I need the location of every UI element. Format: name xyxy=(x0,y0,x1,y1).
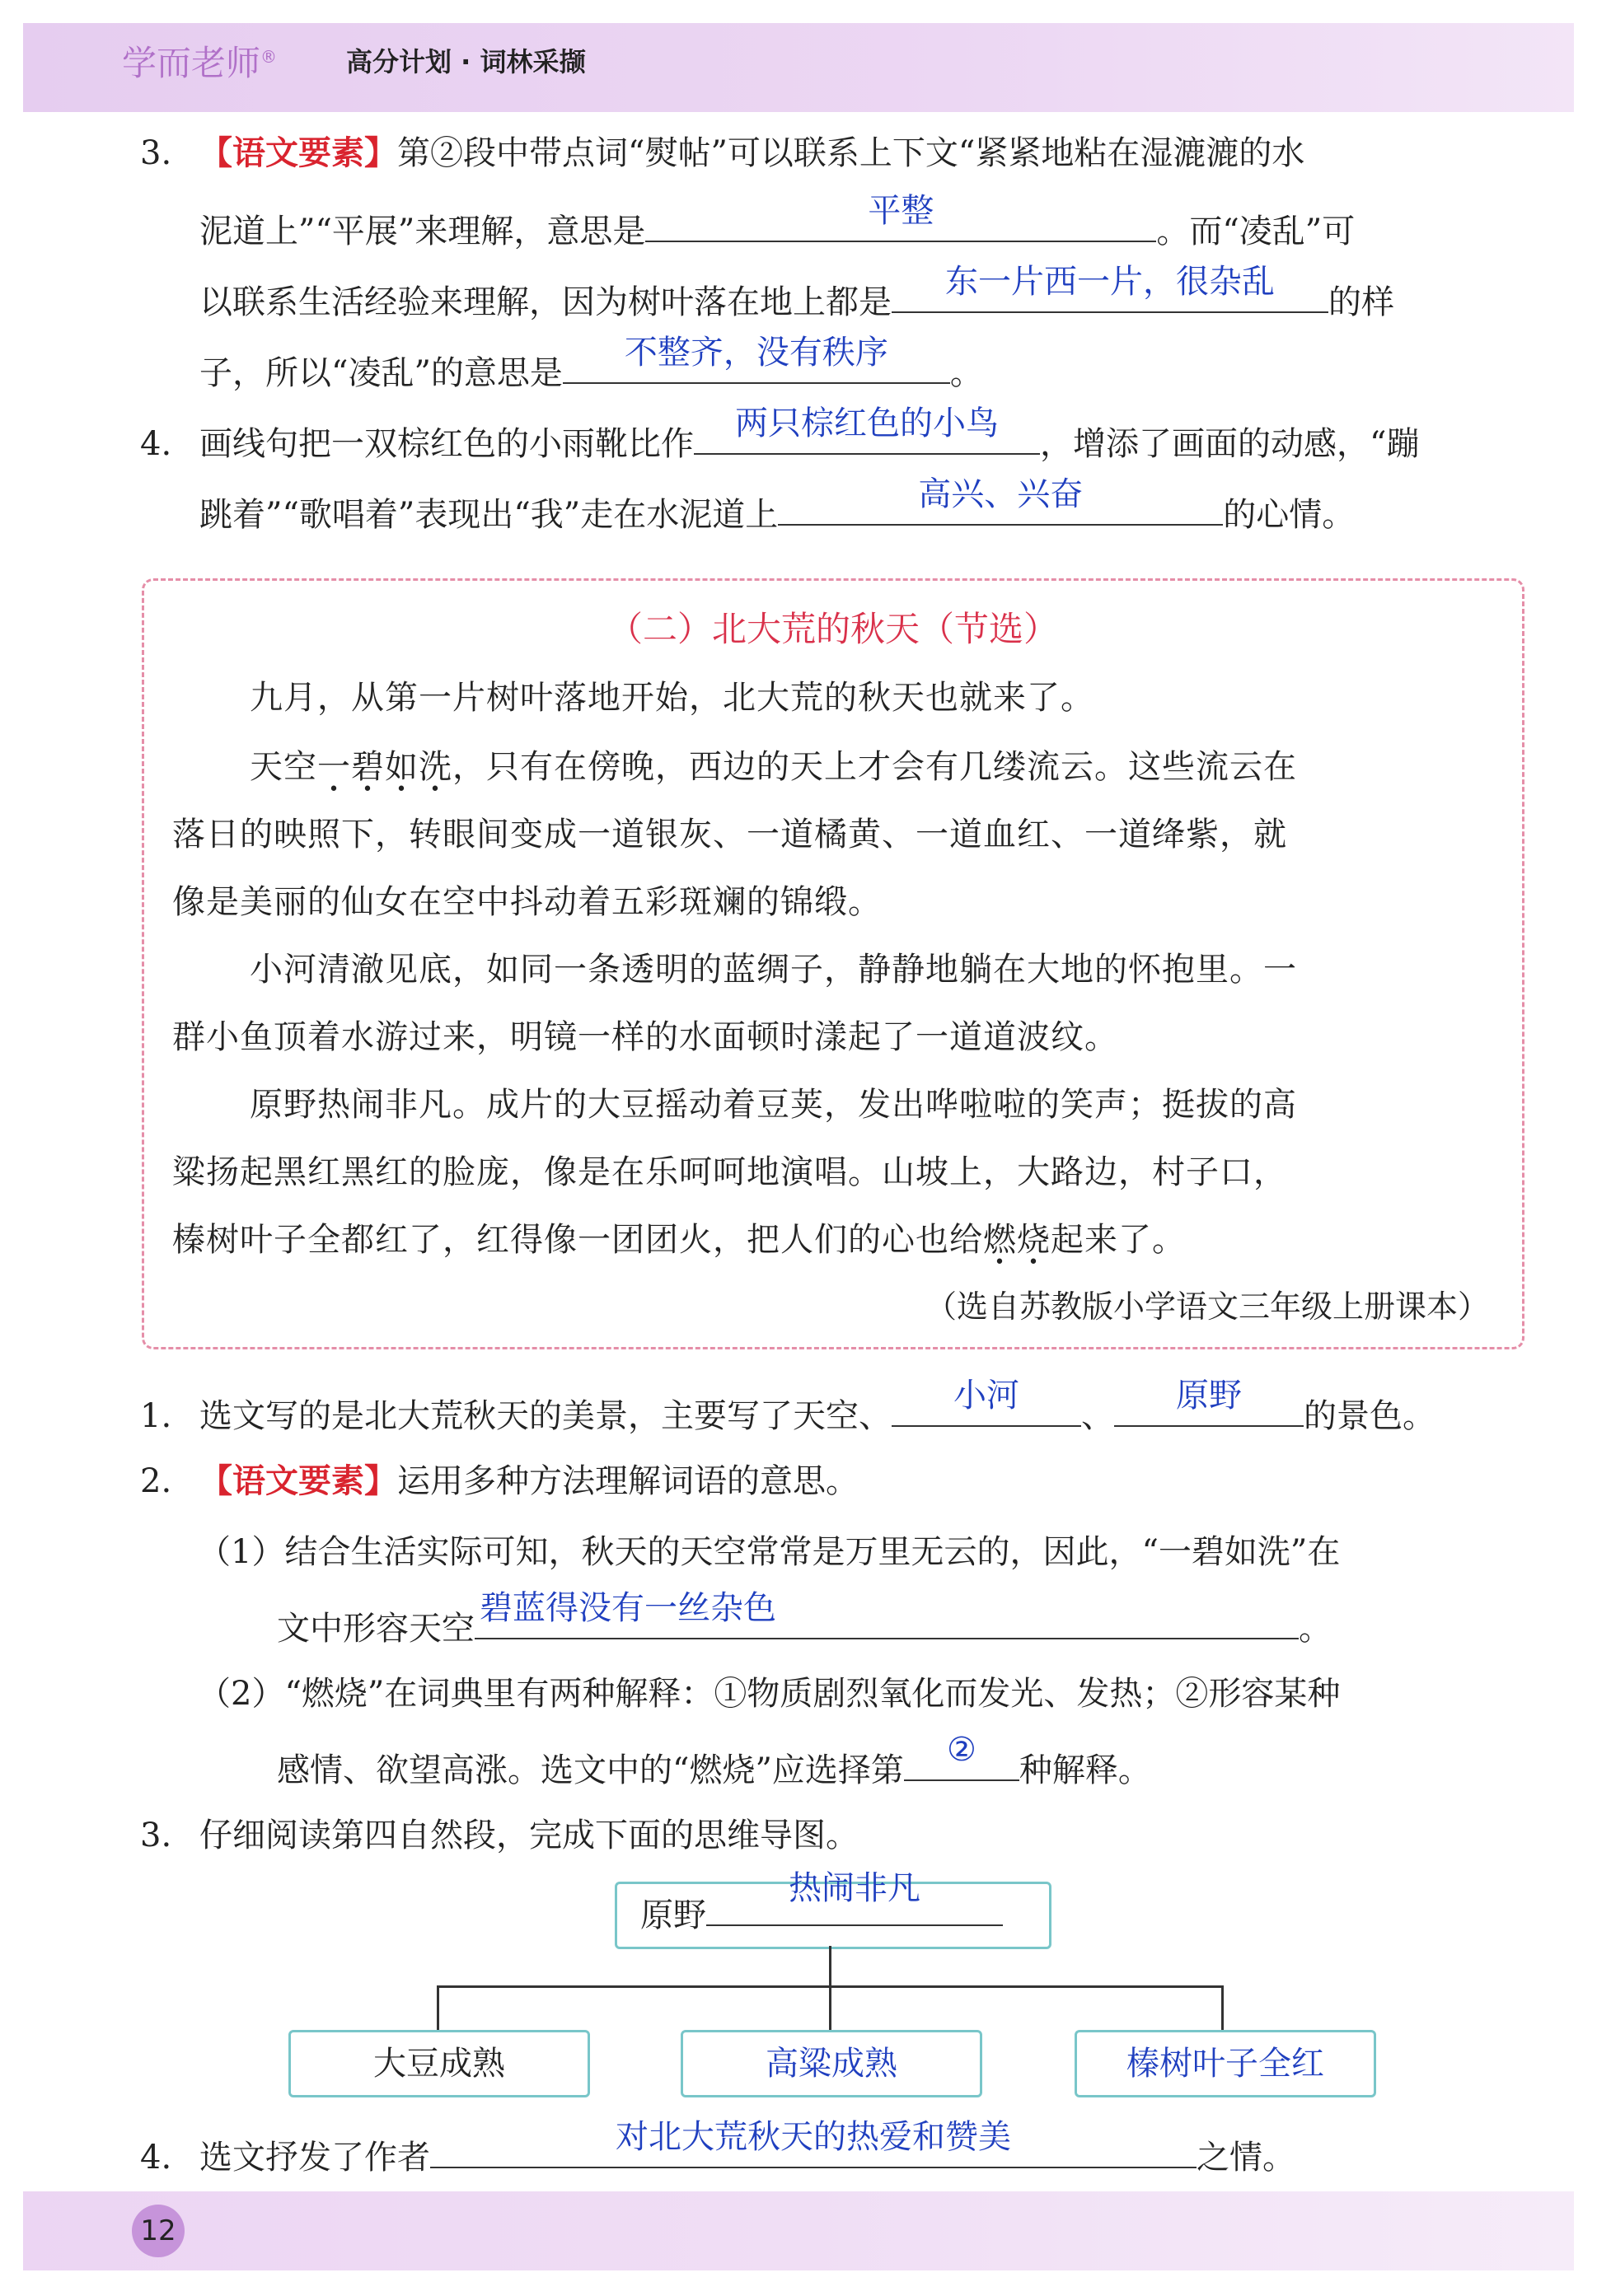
answer-blank[interactable]: ② xyxy=(904,1743,1019,1781)
passage-para4-line2: 粱扬起黑红黑红的脸庞，像是在乐呵呵地演唱。山坡上，大路边，村子口， xyxy=(172,1153,1287,1191)
answer-blank[interactable]: 东一片西一片，很杂乱 xyxy=(892,275,1328,313)
answer-blank[interactable]: 对北大荒秋天的热爱和赞美 xyxy=(430,2130,1197,2168)
answer-blank[interactable]: 两只棕红色的小鸟 xyxy=(694,417,1040,455)
q4-line1: 4. 画线句把一双棕红色的小雨靴比作 两只棕红色的小鸟 ，增添了画面的动感，“蹦 xyxy=(140,404,1420,463)
answer-blank[interactable]: 热闹非凡 xyxy=(706,1887,1003,1926)
series-title: 高分计划 · 词林采撷 xyxy=(346,46,586,77)
answer-blank[interactable]: 小河 xyxy=(892,1389,1081,1427)
q2-sub1-line2: 文中形容天空 碧蓝得没有一丝杂色 。 xyxy=(277,1589,1332,1648)
mindmap-connector xyxy=(1221,1985,1224,2030)
passage-para2-line2: 落日的映照下，转眼间变成一道银灰、一道橘黄、一道血红、一道绛紫，就 xyxy=(172,816,1287,853)
answer-blank[interactable]: 原野 xyxy=(1114,1389,1304,1427)
mindmap-child-1: 大豆成熟 xyxy=(288,2030,590,2097)
q2-sub2-line2: 感情、欲望高涨。选文中的“燃烧”应选择第 ② 种解释。 xyxy=(277,1731,1151,1789)
q2-sub2-line1: （2）“燃烧”在词典里有两种解释：①物质剧烈氧化而发光、发热；②形容某种 xyxy=(198,1675,1341,1713)
q3-line2: 泥道上”“平展”来理解，意思是 平整 。而“凌乱”可 xyxy=(199,192,1356,250)
q3-line: 3. 仔细阅读第四自然段，完成下面的思维导图。 xyxy=(140,1817,859,1854)
answer-blank[interactable]: 不整齐，没有秩序 xyxy=(563,346,950,384)
passage-para2-line1: 天空一碧如洗，只有在傍晚，西边的天上才会有几缕流云。这些流云在 xyxy=(250,748,1297,786)
passage-para4-line1: 原野热闹非凡。成片的大豆摇动着豆荚，发出哗啦啦的笑声；挺拔的高 xyxy=(250,1086,1297,1124)
q4-line: 4. 选文抒发了作者 对北大荒秋天的热爱和赞美 之情。 xyxy=(140,2118,1295,2177)
brand-logo: 学而老师® xyxy=(122,43,278,83)
mindmap-root: 原野 热闹非凡 xyxy=(615,1882,1051,1949)
q3-line4: 子，所以“凌乱”的意思是 不整齐，没有秩序 。 xyxy=(199,334,983,392)
q2-sub1-line1: （1）结合生活实际可知，秋天的天空常常是万里无云的，因此，“一碧如洗”在 xyxy=(198,1533,1341,1571)
answer-blank[interactable]: 碧蓝得没有一丝杂色 xyxy=(475,1602,1299,1639)
passage-para4-line3: 榛树叶子全都红了，红得像一团团火，把人们的心也给燃烧起来了。 xyxy=(172,1221,1186,1259)
q2-line: 2. 【语文要素】运用多种方法理解词语的意思。 xyxy=(140,1461,859,1500)
passage-para1: 九月，从第一片树叶落地开始，北大荒的秋天也就来了。 xyxy=(250,679,1094,717)
mindmap-child-3[interactable]: 榛树叶子全红 xyxy=(1075,2030,1376,2097)
q4-line2: 跳着”“歌唱着”表现出“我”走在水泥道上 高兴、兴奋 的心情。 xyxy=(199,475,1356,534)
page-footer xyxy=(23,2191,1574,2270)
passage-para3-line2: 群小鱼顶着水游过来，明镜一样的水面顿时漾起了一道道波纹。 xyxy=(172,1018,1118,1056)
q1-line: 1. 选文写的是北大荒秋天的美景，主要写了天空、 小河 、 原野 的景色。 xyxy=(140,1377,1435,1435)
page-number: 12 xyxy=(132,2205,185,2257)
passage-source: （选自苏教版小学语文三年级上册课本） xyxy=(925,1288,1489,1325)
q3-line1: 3. 【语文要素】第②段中带点词“熨帖”可以联系上下文“紧紧地粘在湿漉漉的水 xyxy=(140,133,1305,172)
answer-blank[interactable]: 高兴、兴奋 xyxy=(778,488,1223,526)
passage-title: （二）北大荒的秋天（节选） xyxy=(607,609,1058,649)
mindmap-connector xyxy=(829,1946,831,1985)
answer-blank[interactable]: 平整 xyxy=(645,204,1156,242)
tag-label: 【语文要素】 xyxy=(199,133,397,172)
mindmap-child-2[interactable]: 高粱成熟 xyxy=(681,2030,982,2097)
q3-line3: 以联系生活经验来理解，因为树叶落在地上都是 东一片西一片，很杂乱 的样 xyxy=(199,263,1394,321)
reading-passage xyxy=(142,578,1524,1349)
mindmap-connector xyxy=(829,1985,831,2030)
passage-para2-line3: 像是美丽的仙女在空中抖动着五彩斑斓的锦缎。 xyxy=(172,883,882,921)
passage-para3-line1: 小河清澈见底，如同一条透明的蓝绸子，静静地躺在大地的怀抱里。一 xyxy=(250,951,1297,989)
tag-label: 【语文要素】 xyxy=(199,1461,397,1500)
mindmap-connector xyxy=(437,1985,439,2030)
